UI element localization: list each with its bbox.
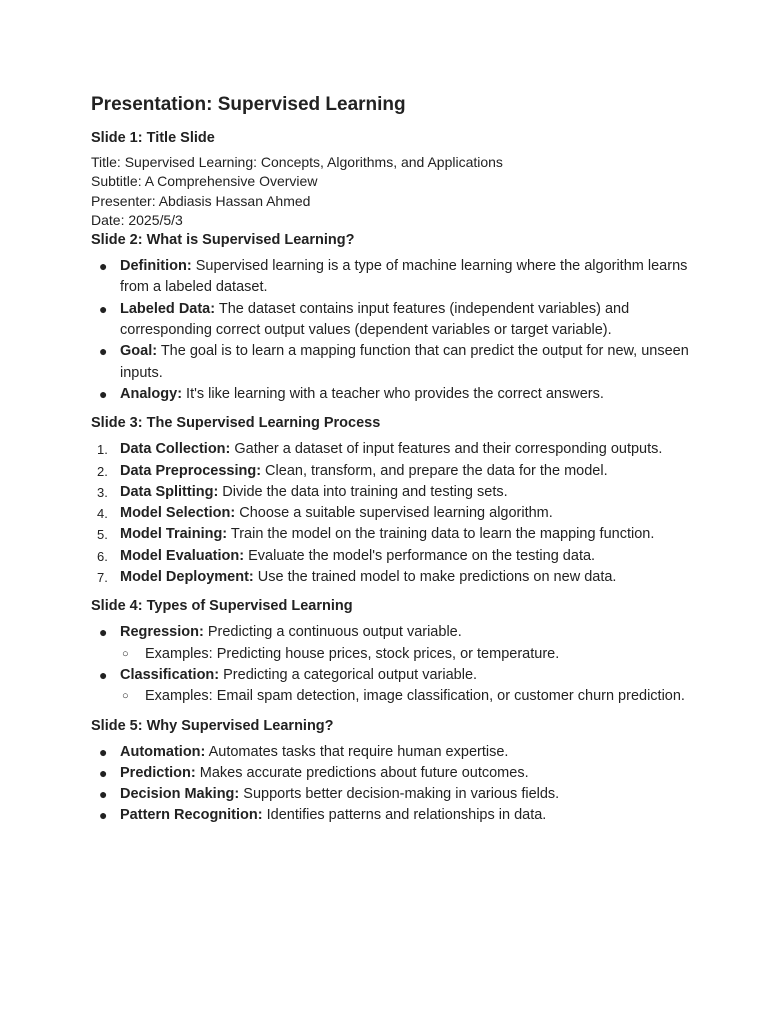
bullet-icon: ● bbox=[99, 385, 108, 402]
item-term: Automation: bbox=[120, 743, 206, 760]
sub-list bbox=[120, 686, 691, 707]
item-term: Decision Making: bbox=[120, 786, 240, 803]
list-item bbox=[91, 665, 691, 708]
bullet-icon: ● bbox=[99, 258, 108, 275]
document-title: Presentation: Supervised Learning bbox=[91, 94, 406, 115]
list-item bbox=[91, 256, 691, 299]
list-item bbox=[91, 784, 691, 805]
slide1-title-line: Title: Supervised Learning: Concepts, Algorithms, and Applications bbox=[91, 154, 503, 170]
list-number: 3. bbox=[97, 484, 108, 500]
list-item bbox=[91, 622, 691, 665]
slide4-heading: Slide 4: Types of Supervised Learning bbox=[91, 598, 353, 615]
bullet-icon: ● bbox=[99, 624, 108, 641]
bullet-icon: ● bbox=[99, 666, 108, 683]
slide1-details bbox=[91, 153, 691, 230]
item-text: The dataset contains input features (independent variables) and corresponding correct output values (dependent variables or target variable). bbox=[120, 300, 630, 339]
item-text: Supervised learning is a type of machine learning where the algorithm learns from a labeled dataset. bbox=[120, 258, 688, 296]
sub-item-text: Examples: Email spam detection, image classification, or customer churn prediction. bbox=[145, 688, 685, 705]
sub-list-item bbox=[120, 686, 691, 707]
list-item bbox=[91, 524, 691, 545]
item-term: Analogy: bbox=[120, 385, 183, 402]
hollow-bullet-icon: ○ bbox=[122, 690, 129, 703]
sub-list-item bbox=[120, 644, 691, 665]
list-item bbox=[91, 439, 691, 460]
item-term: Data Collection: bbox=[120, 441, 231, 458]
hollow-bullet-icon: ○ bbox=[122, 647, 129, 660]
item-term: Pattern Recognition: bbox=[120, 807, 263, 824]
slide5-heading: Slide 5: Why Supervised Learning? bbox=[91, 717, 334, 734]
item-text: The goal is to learn a mapping function that can predict the output for new, unseen inputs. bbox=[120, 343, 689, 381]
item-text: Evaluate the model's performance on the testing data. bbox=[244, 547, 596, 564]
slide1-date-line: Date: 2025/5/3 bbox=[91, 211, 183, 228]
item-text: Supports better decision-making in various fields. bbox=[239, 786, 560, 803]
item-text: Gather a dataset of input features and their corresponding outputs. bbox=[230, 441, 663, 458]
item-term: Data Preprocessing: bbox=[120, 462, 262, 479]
bullet-icon: ● bbox=[99, 343, 108, 360]
sub-item-text: Examples: Predicting house prices, stock prices, or temperature. bbox=[145, 645, 560, 662]
item-text: Identifies patterns and relationships in data. bbox=[262, 807, 547, 824]
bullet-icon: ● bbox=[99, 764, 108, 781]
slide2-list bbox=[91, 256, 691, 405]
bullet-icon: ● bbox=[99, 786, 108, 803]
list-item bbox=[91, 567, 691, 588]
item-text: Predicting a continuous output variable. bbox=[203, 624, 462, 641]
bullet-icon: ● bbox=[99, 300, 108, 317]
list-number: 6. bbox=[97, 548, 108, 564]
bullet-icon: ● bbox=[99, 807, 108, 824]
list-item bbox=[91, 461, 691, 482]
item-term: Classification: bbox=[120, 666, 220, 683]
item-text: Makes accurate predictions about future outcomes. bbox=[195, 764, 529, 781]
item-term: Model Training: bbox=[120, 526, 228, 543]
list-number: 4. bbox=[97, 506, 108, 522]
item-text: Train the model on the training data to learn the mapping function. bbox=[227, 526, 655, 543]
item-text: Clean, transform, and prepare the data for the model. bbox=[261, 462, 608, 479]
item-term: Data Splitting: bbox=[120, 483, 219, 500]
item-term: Model Deployment: bbox=[120, 569, 254, 586]
slide3-list bbox=[91, 439, 691, 588]
slide1-heading: Slide 1: Title Slide bbox=[91, 130, 215, 146]
list-number: 5. bbox=[97, 527, 108, 543]
item-text: It's like learning with a teacher who provides the correct answers. bbox=[182, 385, 604, 402]
list-item bbox=[91, 299, 691, 342]
list-item bbox=[91, 341, 691, 384]
item-term: Regression: bbox=[120, 624, 204, 641]
item-term: Model Selection: bbox=[120, 505, 236, 522]
slide5-list bbox=[91, 742, 691, 827]
item-text: Predicting a categorical output variable. bbox=[219, 666, 478, 683]
item-term: Goal: bbox=[120, 343, 158, 360]
item-term: Labeled Data: bbox=[120, 300, 216, 317]
item-term: Definition: bbox=[120, 258, 192, 275]
list-item bbox=[91, 742, 691, 763]
list-item bbox=[91, 546, 691, 567]
list-item bbox=[91, 482, 691, 503]
list-item bbox=[91, 763, 691, 784]
list-number: 2. bbox=[97, 463, 108, 479]
list-number: 1. bbox=[97, 442, 108, 458]
slide1-presenter-line: Presenter: Abdiasis Hassan Ahmed bbox=[91, 192, 311, 209]
item-text: Automates tasks that require human expertise. bbox=[205, 743, 509, 760]
list-item bbox=[91, 384, 691, 405]
slide4-list bbox=[91, 622, 691, 707]
list-item bbox=[91, 805, 691, 826]
item-term: Prediction: bbox=[120, 764, 196, 781]
item-term: Model Evaluation: bbox=[120, 547, 245, 564]
item-text: Use the trained model to make predictions on new data. bbox=[253, 569, 617, 586]
list-number: 7. bbox=[97, 570, 108, 586]
sub-list bbox=[120, 644, 691, 665]
item-text: Divide the data into training and testing sets. bbox=[218, 483, 508, 500]
list-item bbox=[91, 503, 691, 524]
document-body bbox=[91, 93, 691, 835]
item-text: Choose a suitable supervised learning algorithm. bbox=[235, 505, 553, 522]
slide1-subtitle-line: Subtitle: A Comprehensive Overview bbox=[91, 173, 318, 190]
slide2-heading: Slide 2: What is Supervised Learning? bbox=[91, 232, 355, 249]
bullet-icon: ● bbox=[99, 743, 108, 760]
slide3-heading: Slide 3: The Supervised Learning Process bbox=[91, 415, 381, 432]
